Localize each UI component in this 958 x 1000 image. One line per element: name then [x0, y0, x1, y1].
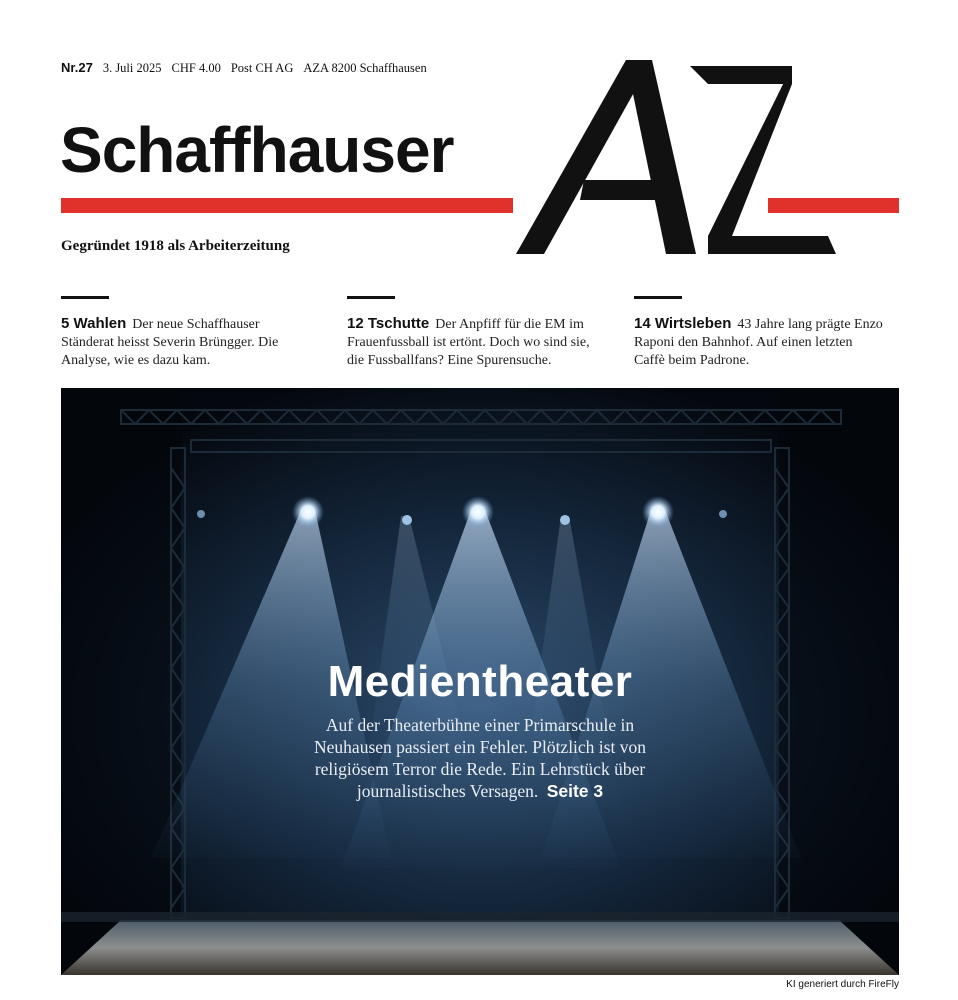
- postal-carrier: Post CH AG: [230, 61, 294, 75]
- teaser-text: Der neue Schaffhauser Ständerat heisst Severin Brüngger. Die Analyse, wie es dazu kam.: [61, 317, 279, 368]
- issue-number: Nr.27: [61, 60, 93, 75]
- teaser-head: 14 Wirtsleben: [634, 315, 732, 332]
- teaser-text: 43 Jahre lang prägte Enzo Raponi den Bahnhof. Auf einen letzten Caffè beim Padrone.: [634, 317, 883, 368]
- issue-date: 3. Juli 2025: [102, 61, 162, 75]
- az-logo-letter-a: [516, 60, 652, 254]
- masthead-rule-right: [768, 198, 899, 213]
- issue-price: CHF 4.00: [171, 61, 221, 75]
- cover-story-title: Medientheater: [327, 657, 633, 706]
- az-logo-letter-z: [690, 66, 792, 84]
- teaser-head: 5 Wahlen: [61, 315, 127, 332]
- teaser-rule: [634, 296, 682, 299]
- teaser-rule: [347, 296, 395, 299]
- teaser-rule: [61, 296, 109, 299]
- founded-line: Gegründet 1918 als Arbeiterzeitung: [61, 238, 290, 254]
- cover-story-lede-text: Auf der Theaterbühne einer Primarschule in Neuhausen passiert ein Fehler. Plötzlich ist von religiösem Terror die Rede. Ein Lehrstück über journalistisches Versagen.: [314, 715, 646, 802]
- teaser-item[interactable]: [347, 296, 599, 370]
- cover-story-lede: [300, 714, 660, 802]
- stage-floor: [61, 920, 899, 975]
- teaser-text: Der Anpfiff für die EM im Frauenfussball ist ertönt. Doch wo sind sie, die Fussballfans? Eine Spurensuche.: [347, 317, 590, 368]
- cover-image[interactable]: [61, 388, 899, 975]
- newspaper-title: Schaffhauser: [60, 114, 454, 186]
- cover-story-page-ref[interactable]: Seite 3: [546, 781, 604, 802]
- masthead-meta: [61, 60, 427, 76]
- teaser-item[interactable]: [61, 296, 313, 370]
- teaser-head: 12 Tschutte: [347, 315, 430, 332]
- masthead-rule-left: [61, 198, 513, 213]
- image-credit: KI generiert durch FireFly: [786, 979, 899, 990]
- teaser-item[interactable]: [634, 296, 886, 370]
- cover-story: [61, 658, 899, 802]
- aza-address: AZA 8200 Schaffhausen: [303, 61, 427, 75]
